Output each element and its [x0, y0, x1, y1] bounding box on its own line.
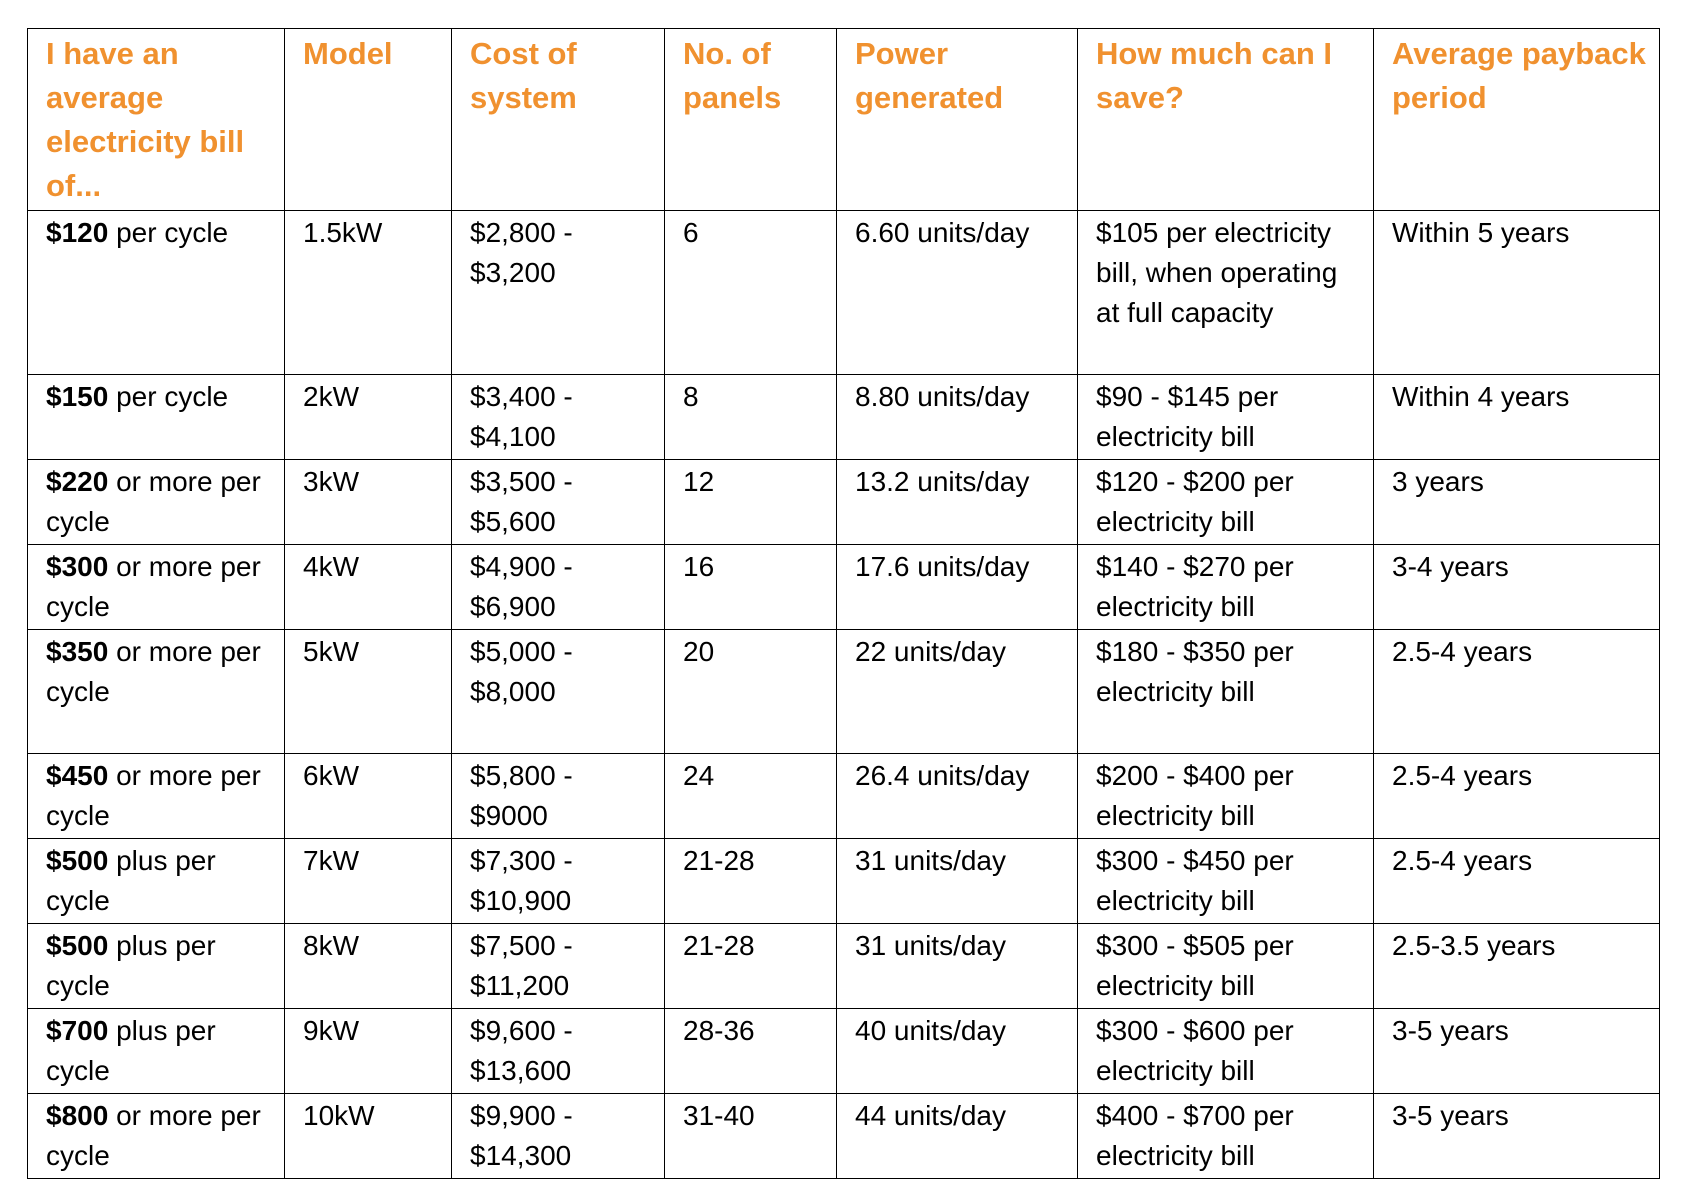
cell-savings: $200 - $400 per electricity bill	[1078, 754, 1374, 839]
bill-suffix: or more per cycle	[46, 636, 261, 707]
header-model: Model	[285, 29, 452, 211]
table-row	[28, 754, 1660, 839]
bill-amount: $450	[46, 760, 109, 791]
cell-savings: $140 - $270 per electricity bill	[1078, 545, 1374, 630]
cell-payback: 2.5-4 years	[1374, 839, 1660, 924]
cell-savings: $90 - $145 per electricity bill	[1078, 375, 1374, 460]
cell-power: 8.80 units/day	[837, 375, 1078, 460]
cell-savings: $105 per electricity bill, when operating at full capacity	[1078, 211, 1374, 375]
cell-bill	[28, 630, 285, 754]
cell-power: 44 units/day	[837, 1094, 1078, 1179]
bill-amount: $350	[46, 636, 109, 667]
cell-model: 4kW	[285, 545, 452, 630]
cell-model: 7kW	[285, 839, 452, 924]
cell-payback: Within 4 years	[1374, 375, 1660, 460]
table-row	[28, 924, 1660, 1009]
bill-amount: $300	[46, 551, 109, 582]
cell-payback: 2.5-4 years	[1374, 630, 1660, 754]
cell-cost: $3,400 - $4,100	[452, 375, 665, 460]
cell-power: 17.6 units/day	[837, 545, 1078, 630]
cell-power: 40 units/day	[837, 1009, 1078, 1094]
table-row	[28, 460, 1660, 545]
bill-suffix: per cycle	[108, 217, 229, 248]
cell-payback: 3-5 years	[1374, 1094, 1660, 1179]
cell-panels: 6	[665, 211, 837, 375]
cell-bill	[28, 1094, 285, 1179]
bill-amount: $800	[46, 1100, 109, 1131]
header-power: Power generated	[837, 29, 1078, 211]
cell-model: 9kW	[285, 1009, 452, 1094]
cell-cost: $9,900 - $14,300	[452, 1094, 665, 1179]
cell-panels: 28-36	[665, 1009, 837, 1094]
cell-panels: 21-28	[665, 839, 837, 924]
cell-bill	[28, 839, 285, 924]
cell-cost: $5,800 - $9000	[452, 754, 665, 839]
cell-power: 22 units/day	[837, 630, 1078, 754]
bill-amount: $150	[46, 381, 109, 412]
cell-model: 1.5kW	[285, 211, 452, 375]
cell-cost: $3,500 - $5,600	[452, 460, 665, 545]
cell-panels: 20	[665, 630, 837, 754]
cell-savings: $180 - $350 per electricity bill	[1078, 630, 1374, 754]
cell-payback: 2.5-3.5 years	[1374, 924, 1660, 1009]
header-row	[28, 29, 1660, 211]
bill-amount: $120	[46, 217, 109, 248]
cell-savings: $300 - $505 per electricity bill	[1078, 924, 1374, 1009]
cell-savings: $300 - $600 per electricity bill	[1078, 1009, 1374, 1094]
cell-model: 5kW	[285, 630, 452, 754]
cell-power: 13.2 units/day	[837, 460, 1078, 545]
cell-power: 31 units/day	[837, 839, 1078, 924]
table-row	[28, 1009, 1660, 1094]
cell-cost: $7,500 - $11,200	[452, 924, 665, 1009]
cell-panels: 24	[665, 754, 837, 839]
table-row	[28, 545, 1660, 630]
bill-suffix: plus per cycle	[46, 1015, 216, 1086]
cell-payback: 2.5-4 years	[1374, 754, 1660, 839]
header-panels: No. of panels	[665, 29, 837, 211]
table-row	[28, 630, 1660, 754]
bill-suffix: per cycle	[108, 381, 229, 412]
cell-bill	[28, 1009, 285, 1094]
cell-panels: 12	[665, 460, 837, 545]
header-savings: How much can I save?	[1078, 29, 1374, 211]
cell-payback: 3 years	[1374, 460, 1660, 545]
cell-cost: $7,300 - $10,900	[452, 839, 665, 924]
cell-cost: $2,800 - $3,200	[452, 211, 665, 375]
header-cost: Cost of system	[452, 29, 665, 211]
solar-pricing-table	[27, 28, 1660, 1179]
bill-suffix: or more per cycle	[46, 1100, 261, 1171]
table-row	[28, 1094, 1660, 1179]
table-header	[28, 29, 1660, 211]
bill-suffix: or more per cycle	[46, 760, 261, 831]
cell-model: 2kW	[285, 375, 452, 460]
bill-amount: $500	[46, 930, 109, 961]
cell-savings: $400 - $700 per electricity bill	[1078, 1094, 1374, 1179]
cell-cost: $5,000 - $8,000	[452, 630, 665, 754]
cell-savings: $120 - $200 per electricity bill	[1078, 460, 1374, 545]
cell-model: 6kW	[285, 754, 452, 839]
bill-suffix: plus per cycle	[46, 930, 216, 1001]
cell-panels: 8	[665, 375, 837, 460]
table-row	[28, 211, 1660, 375]
header-payback: Average payback period	[1374, 29, 1660, 211]
cell-panels: 21-28	[665, 924, 837, 1009]
bill-suffix: or more per cycle	[46, 551, 261, 622]
cell-bill	[28, 375, 285, 460]
cell-bill	[28, 754, 285, 839]
cell-model: 8kW	[285, 924, 452, 1009]
cell-cost: $4,900 - $6,900	[452, 545, 665, 630]
bill-suffix: plus per cycle	[46, 845, 216, 916]
table-body	[28, 211, 1660, 1179]
table-row	[28, 839, 1660, 924]
cell-model: 10kW	[285, 1094, 452, 1179]
cell-bill	[28, 460, 285, 545]
table-row	[28, 375, 1660, 460]
header-bill: I have an average electricity bill of...	[28, 29, 285, 211]
cell-power: 26.4 units/day	[837, 754, 1078, 839]
cell-model: 3kW	[285, 460, 452, 545]
cell-power: 31 units/day	[837, 924, 1078, 1009]
cell-cost: $9,600 - $13,600	[452, 1009, 665, 1094]
cell-panels: 16	[665, 545, 837, 630]
cell-bill	[28, 211, 285, 375]
bill-amount: $220	[46, 466, 109, 497]
cell-bill	[28, 924, 285, 1009]
cell-power: 6.60 units/day	[837, 211, 1078, 375]
cell-payback: Within 5 years	[1374, 211, 1660, 375]
cell-savings: $300 - $450 per electricity bill	[1078, 839, 1374, 924]
cell-panels: 31-40	[665, 1094, 837, 1179]
bill-amount: $700	[46, 1015, 109, 1046]
cell-payback: 3-4 years	[1374, 545, 1660, 630]
bill-amount: $500	[46, 845, 109, 876]
cell-payback: 3-5 years	[1374, 1009, 1660, 1094]
bill-suffix: or more per cycle	[46, 466, 261, 537]
cell-bill	[28, 545, 285, 630]
